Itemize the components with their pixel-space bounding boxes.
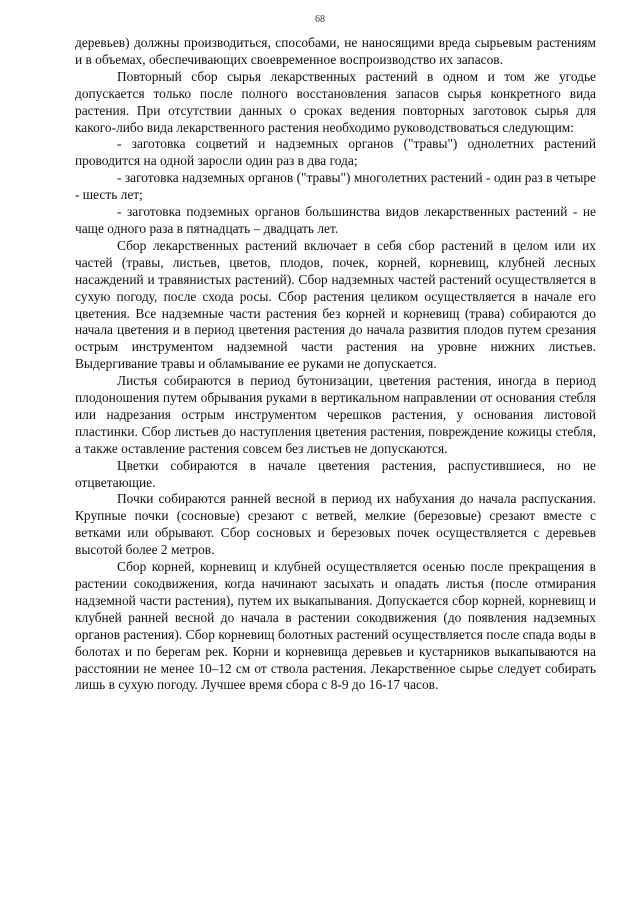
page-number: 68 xyxy=(315,14,325,25)
list-item-underground-organs: - заготовка подземных органов большинства видов лекарственных растений - не чаще одного раза в пятнадцать – двадцать лет. xyxy=(75,204,596,236)
document-body xyxy=(75,35,596,694)
paragraph-harvest-general: Сбор лекарственных растений включает в себя сбор растений в целом или их частей (травы, листьев, цветов, плодов, почек, корней, корневищ, клубней лесных насаждений и травянистых растений). Сбор надземных частей растений осуществляется в сухую погоду, после схода росы. Сбор растения целиком осуществляется в начале его цветения. Все надземные части растения без корней и корневищ (трава) собираются до начала цветения и в период цветения растения до начала развития плодов путем срезания острым инструментом надземной части растения на уровне нижних листьев. Выдергивание травы и обламывание ее руками не допускается. xyxy=(75,237,596,372)
list-item-annual-plants: - заготовка соцветий и надземных органов ("травы") однолетних растений проводится на одной заросли один раз в два года; xyxy=(75,136,596,169)
paragraph-roots: Сбор корней, корневищ и клубней осуществляется осенью после прекращения в растении сокодвижения, когда начинают засыхать и опадать листья (после отмирания надземной части растения), путем их выкапывания. Допускается сбор корней, корневищ и клубней ранней весной до начала в растении сокодвижения (до появления надземных органов растения). Сбор корневищ болотных растений осуществляется после спада воды в болотах и по берегам рек. Корни и корневища деревьев и кустарников выкапываются на расстоянии не менее 10–12 см от ствола растения. Лекарственное сырье следует собирать лишь в сухую погоду. Лучшее время сбора с 8-9 до 16-17 часов. xyxy=(75,559,596,693)
list-item-perennial-plants: - заготовка надземных органов ("травы") многолетних растений - один раз в четыре - шесть лет; xyxy=(75,170,596,203)
paragraph-repeated-harvest: Повторный сбор сырья лекарственных растений в одном и том же угодье допускается только после полного восстановления запасов сырья конкретного вида растения. При отсутствии данных о сроках ведения повторных заготовок сырья для какого-либо вида лекарственного растения необходимо руководствоваться следующим: xyxy=(75,68,596,135)
paragraph-continuation: деревьев) должны производиться, способами, не наносящими вреда сырьевым растениям и в объемах, обеспечивающих своевременное воспроизводство их запасов. xyxy=(75,35,596,67)
paragraph-buds: Почки собираются ранней весной в период их набухания до начала распускания. Крупные почки (сосновые) срезают с ветвей, мелкие (березовые) срезают вместе с ветками или обрывают. Сбор сосновых и березовых почек осуществляется с деревьев высотой более 2 метров. xyxy=(75,491,596,558)
paragraph-leaves: Листья собираются в период бутонизации, цветения растения, иногда в период плодоношения путем обрывания руками в вертикальном направлении от основания стебля или надрезания острым инструментом черешков растения, у основания листовой пластинки. Сбор листьев до наступления цветения растения, повреждение кожицы стебля, а также оставление растения совсем без листьев не допускаются. xyxy=(75,373,596,456)
paragraph-flowers: Цветки собираются в начале цветения растения, распустившиеся, но не отцветающие. xyxy=(75,457,596,490)
